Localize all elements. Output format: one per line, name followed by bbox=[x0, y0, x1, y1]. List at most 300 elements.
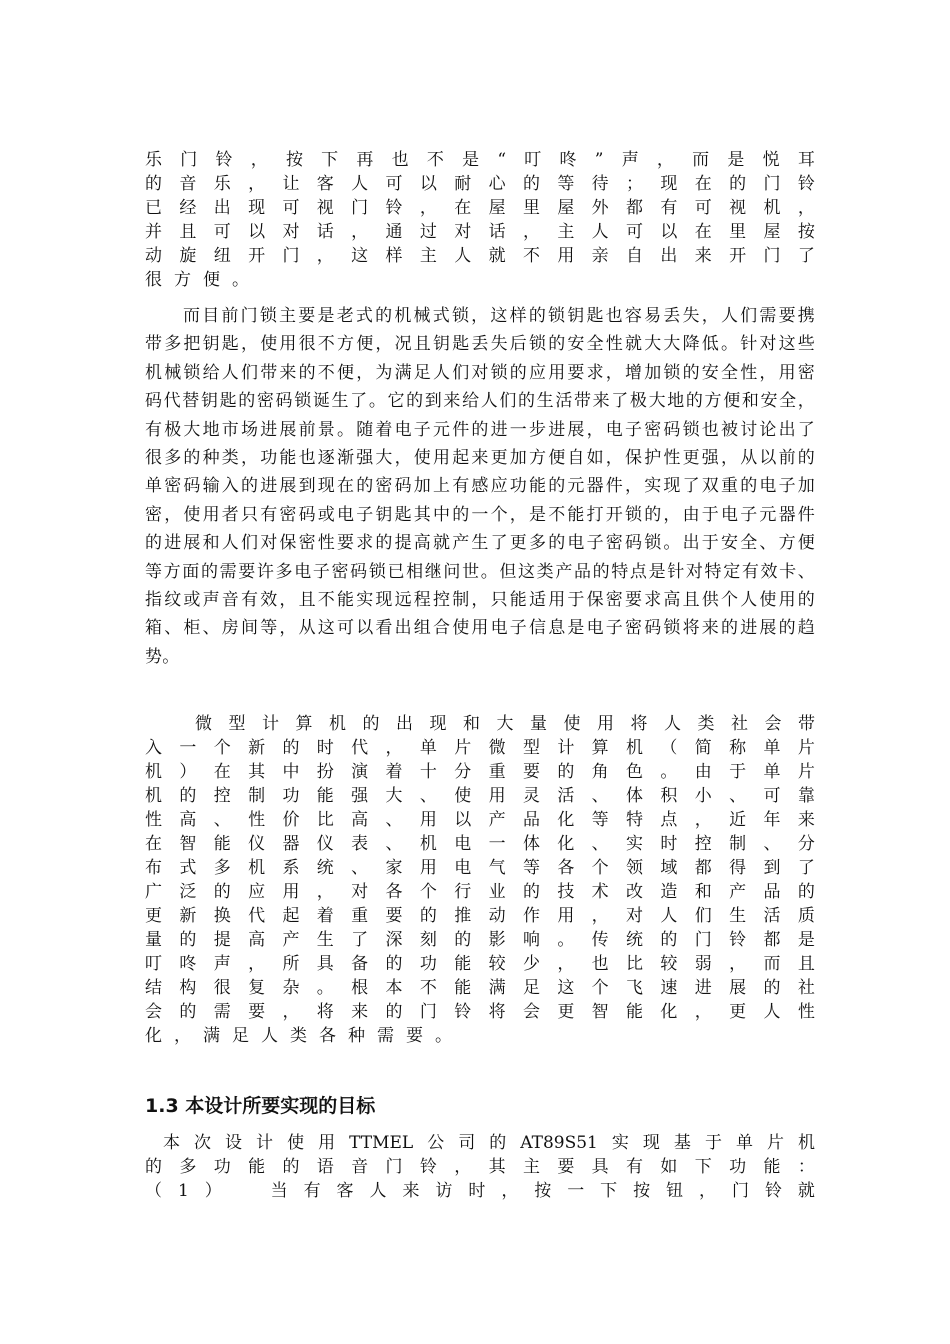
glyph: 、 bbox=[591, 786, 609, 806]
glyph: ， bbox=[501, 1181, 519, 1201]
glyph: 量 bbox=[145, 930, 162, 950]
glyph: 不 bbox=[419, 978, 437, 998]
glyph: 在 bbox=[213, 762, 231, 782]
glyph: 门 bbox=[351, 198, 369, 218]
glyph: 要 bbox=[385, 906, 403, 926]
glyph: 会 bbox=[522, 1002, 540, 1022]
glyph: 较 bbox=[488, 954, 506, 974]
glyph: 多 bbox=[179, 1157, 197, 1177]
glyph: 1 bbox=[177, 1181, 189, 1201]
text-line bbox=[145, 832, 815, 856]
glyph: 性 bbox=[797, 1002, 815, 1022]
glyph: 公 bbox=[427, 1133, 445, 1153]
glyph: 仪 bbox=[248, 834, 266, 854]
glyph: 家 bbox=[385, 858, 403, 878]
glyph: 就 bbox=[797, 1181, 815, 1201]
glyph: ， bbox=[729, 954, 747, 974]
glyph: 域 bbox=[660, 858, 678, 878]
glyph: 机 bbox=[145, 762, 162, 782]
glyph: 结 bbox=[145, 978, 162, 998]
glyph: 新 bbox=[179, 906, 197, 926]
glyph: 功 bbox=[213, 1157, 231, 1177]
glyph: 人 bbox=[591, 222, 609, 242]
glyph: 是 bbox=[727, 150, 745, 170]
paragraph-line: 很多的种类，功能也逐渐强大，使用起来更加方便自如，保护性更强，从以前的 bbox=[145, 447, 815, 468]
glyph: 计 bbox=[256, 1133, 274, 1153]
glyph: ， bbox=[316, 882, 334, 902]
glyph: （ bbox=[660, 738, 678, 758]
glyph: 。 bbox=[557, 930, 575, 950]
glyph: 积 bbox=[660, 786, 678, 806]
glyph: 所 bbox=[282, 954, 300, 974]
glyph: 满 bbox=[203, 1026, 220, 1046]
glyph: 现 bbox=[642, 1133, 660, 1153]
glyph: 可 bbox=[763, 786, 781, 806]
glyph: 扮 bbox=[316, 762, 334, 782]
glyph: 实 bbox=[626, 834, 644, 854]
glyph: 量 bbox=[530, 714, 547, 734]
glyph: 来 bbox=[797, 810, 815, 830]
glyph: 中 bbox=[282, 762, 300, 782]
glyph: 个 bbox=[591, 978, 609, 998]
glyph: 计 bbox=[557, 738, 575, 758]
glyph: 用 bbox=[597, 714, 614, 734]
glyph: 的 bbox=[282, 738, 300, 758]
glyph: 分 bbox=[797, 834, 815, 854]
glyph: 控 bbox=[213, 786, 231, 806]
glyph: 人 bbox=[763, 1002, 781, 1022]
glyph: 构 bbox=[179, 978, 197, 998]
text-line bbox=[145, 220, 815, 244]
glyph: 有 bbox=[303, 1181, 321, 1201]
glyph: 叮 bbox=[524, 150, 542, 170]
glyph: 到 bbox=[763, 858, 781, 878]
glyph: 靠 bbox=[797, 786, 815, 806]
glyph: 门 bbox=[763, 174, 781, 194]
glyph: 性 bbox=[248, 810, 266, 830]
glyph: 片 bbox=[797, 762, 815, 782]
glyph: 需 bbox=[377, 1026, 394, 1046]
glyph: 多 bbox=[213, 858, 231, 878]
glyph: 要 bbox=[522, 762, 540, 782]
glyph: 高 bbox=[248, 930, 266, 950]
glyph: 访 bbox=[435, 1181, 453, 1201]
glyph: 品 bbox=[763, 882, 781, 902]
glyph bbox=[238, 1179, 255, 1203]
glyph: 的 bbox=[763, 978, 781, 998]
glyph: 角 bbox=[591, 762, 609, 782]
glyph: 咚 bbox=[559, 150, 577, 170]
glyph: 会 bbox=[145, 1002, 162, 1022]
glyph: 主 bbox=[522, 1157, 540, 1177]
glyph: ， bbox=[522, 222, 540, 242]
glyph: 基 bbox=[673, 1133, 691, 1153]
glyph: 铃 bbox=[797, 174, 815, 194]
glyph: 算 bbox=[591, 738, 609, 758]
glyph: 乐 bbox=[145, 150, 162, 170]
glyph: 、 bbox=[385, 834, 403, 854]
glyph: ） bbox=[204, 1181, 222, 1201]
glyph: 演 bbox=[351, 762, 369, 782]
glyph: 功 bbox=[729, 1157, 747, 1177]
glyph: 计 bbox=[262, 714, 279, 734]
lock-paragraph bbox=[145, 302, 815, 671]
glyph: ， bbox=[351, 222, 369, 242]
glyph: 来 bbox=[402, 1181, 420, 1201]
glyph: 铃 bbox=[729, 930, 747, 950]
glyph: 现 bbox=[429, 714, 447, 734]
glyph: 话 bbox=[488, 222, 506, 242]
glyph: 各 bbox=[385, 882, 403, 902]
text-line bbox=[145, 952, 815, 976]
glyph: 将 bbox=[488, 1002, 506, 1022]
glyph: “ bbox=[497, 150, 507, 170]
glyph: 以 bbox=[248, 222, 266, 242]
glyph: 类 bbox=[290, 1026, 307, 1046]
glyph: 类 bbox=[697, 714, 715, 734]
glyph: 的 bbox=[489, 1133, 507, 1153]
text-line bbox=[145, 172, 815, 196]
glyph: 能 bbox=[213, 834, 231, 854]
glyph: 化 bbox=[145, 1026, 162, 1046]
glyph: 音 bbox=[351, 1157, 369, 1177]
glyph: 使 bbox=[563, 714, 581, 734]
glyph: 的 bbox=[145, 1157, 162, 1177]
glyph: 耳 bbox=[797, 150, 815, 170]
glyph: 音 bbox=[179, 174, 197, 194]
glyph: 电 bbox=[454, 858, 472, 878]
glyph: 对 bbox=[351, 882, 369, 902]
glyph: 各 bbox=[557, 858, 575, 878]
glyph: 代 bbox=[351, 738, 369, 758]
text-line bbox=[145, 1155, 815, 1179]
glyph: 新 bbox=[248, 738, 266, 758]
glyph: 功 bbox=[419, 954, 437, 974]
glyph: 机 bbox=[419, 834, 437, 854]
glyph: 更 bbox=[145, 906, 162, 926]
glyph: 深 bbox=[385, 930, 403, 950]
glyph: ， bbox=[174, 1026, 191, 1046]
glyph: 现 bbox=[660, 174, 678, 194]
glyph: 仪 bbox=[316, 834, 334, 854]
glyph: 等 bbox=[557, 174, 575, 194]
glyph: 用 bbox=[557, 906, 575, 926]
glyph: 来 bbox=[694, 246, 712, 266]
glyph: 足 bbox=[522, 978, 540, 998]
glyph: 了 bbox=[351, 930, 369, 950]
glyph: 强 bbox=[351, 786, 369, 806]
glyph: 体 bbox=[626, 786, 644, 806]
glyph: 经 bbox=[179, 198, 197, 218]
glyph: 可 bbox=[213, 222, 231, 242]
glyph: 且 bbox=[797, 954, 815, 974]
glyph: 体 bbox=[522, 834, 540, 854]
glyph: 满 bbox=[488, 978, 506, 998]
glyph: 不 bbox=[522, 246, 540, 266]
glyph: 根 bbox=[351, 978, 369, 998]
glyph: ， bbox=[248, 174, 266, 194]
glyph: 统 bbox=[626, 930, 644, 950]
glyph: 等 bbox=[591, 810, 609, 830]
glyph: 算 bbox=[295, 714, 313, 734]
glyph: 较 bbox=[660, 954, 678, 974]
glyph: ） bbox=[179, 762, 197, 782]
glyph: 可 bbox=[385, 174, 403, 194]
glyph: 响 bbox=[522, 930, 540, 950]
glyph: 机 bbox=[763, 198, 781, 218]
glyph: 起 bbox=[282, 906, 300, 926]
glyph: ， bbox=[694, 1002, 712, 1022]
glyph: 提 bbox=[213, 930, 231, 950]
glyph: 的 bbox=[179, 930, 197, 950]
glyph: 点 bbox=[660, 810, 678, 830]
glyph: 屋 bbox=[557, 198, 575, 218]
glyph: 有 bbox=[660, 198, 678, 218]
glyph: 机 bbox=[145, 786, 162, 806]
text-line bbox=[145, 1024, 815, 1048]
glyph: 要 bbox=[248, 1002, 266, 1022]
glyph: 大 bbox=[496, 714, 514, 734]
glyph: 不 bbox=[426, 150, 444, 170]
glyph: 重 bbox=[351, 906, 369, 926]
paragraph-line: 箱、柜、房间等，从这可以看出组合使用电子信息是电子密码锁将来的进展的趋 bbox=[145, 618, 815, 639]
glyph: 在 bbox=[145, 834, 162, 854]
glyph: 本 bbox=[385, 978, 403, 998]
glyph: ， bbox=[282, 1002, 300, 1022]
glyph: 和 bbox=[694, 882, 712, 902]
glyph: 飞 bbox=[626, 978, 644, 998]
text-line bbox=[145, 904, 815, 928]
glyph: 通 bbox=[385, 222, 403, 242]
glyph: 亲 bbox=[591, 246, 609, 266]
glyph: 电 bbox=[454, 834, 472, 854]
glyph: 由 bbox=[694, 762, 712, 782]
glyph: 很 bbox=[213, 978, 231, 998]
glyph: 人 bbox=[351, 174, 369, 194]
glyph: 、 bbox=[591, 834, 609, 854]
glyph: 色 bbox=[626, 762, 644, 782]
glyph: 的 bbox=[522, 882, 540, 902]
glyph: 少 bbox=[522, 954, 540, 974]
glyph: 客 bbox=[316, 174, 334, 194]
glyph: 化 bbox=[557, 810, 575, 830]
text-line bbox=[145, 1131, 815, 1155]
text-line bbox=[145, 268, 815, 292]
glyph: 、 bbox=[763, 834, 781, 854]
microcomputer-spaced-paragraph bbox=[145, 712, 815, 1048]
text-line bbox=[145, 784, 815, 808]
glyph: 传 bbox=[591, 930, 609, 950]
glyph: 的 bbox=[797, 882, 815, 902]
glyph: 次 bbox=[194, 1133, 212, 1153]
glyph: 人 bbox=[660, 906, 678, 926]
glyph: 出 bbox=[396, 714, 413, 734]
glyph: 的 bbox=[213, 882, 231, 902]
glyph: 泛 bbox=[179, 882, 197, 902]
glyph: 而 bbox=[763, 954, 781, 974]
glyph: 就 bbox=[488, 246, 506, 266]
glyph: 也 bbox=[391, 150, 409, 170]
glyph: 一 bbox=[567, 1181, 585, 1201]
glyph: 也 bbox=[591, 954, 609, 974]
glyph: 需 bbox=[213, 1002, 231, 1022]
text-line bbox=[145, 1000, 815, 1024]
glyph: 而 bbox=[692, 150, 710, 170]
glyph: 人 bbox=[454, 246, 472, 266]
glyph: 技 bbox=[557, 882, 575, 902]
glyph: 有 bbox=[626, 1157, 644, 1177]
glyph: 化 bbox=[660, 1002, 678, 1022]
section-heading: 1.3 本设计所要实现的目标 bbox=[145, 1095, 376, 1117]
glyph: 话 bbox=[316, 222, 334, 242]
glyph: ， bbox=[454, 1157, 472, 1177]
glyph: 单 bbox=[763, 738, 781, 758]
glyph: 系 bbox=[282, 858, 300, 878]
glyph: 铃 bbox=[419, 1157, 437, 1177]
glyph: 和 bbox=[463, 714, 480, 734]
glyph: 这 bbox=[557, 978, 575, 998]
glyph: 能 bbox=[248, 1157, 266, 1177]
glyph: 式 bbox=[179, 858, 197, 878]
glyph: 的 bbox=[729, 174, 747, 194]
glyph: 业 bbox=[488, 882, 506, 902]
glyph: 备 bbox=[351, 954, 369, 974]
glyph: 推 bbox=[454, 906, 472, 926]
glyph: 了 bbox=[797, 246, 815, 266]
glyph: ， bbox=[557, 954, 575, 974]
glyph: ， bbox=[591, 906, 609, 926]
glyph: 、 bbox=[419, 786, 437, 806]
glyph: 过 bbox=[419, 222, 437, 242]
glyph: 视 bbox=[729, 198, 747, 218]
glyph: 能 bbox=[763, 1157, 781, 1177]
glyph: 按 bbox=[534, 1181, 552, 1201]
glyph: 比 bbox=[626, 954, 644, 974]
glyph: 灵 bbox=[522, 786, 540, 806]
text-line bbox=[145, 760, 815, 784]
glyph: 视 bbox=[316, 198, 334, 218]
glyph: 生 bbox=[729, 906, 747, 926]
glyph: 了 bbox=[797, 858, 815, 878]
glyph: 影 bbox=[488, 930, 506, 950]
glyph: 司 bbox=[458, 1133, 476, 1153]
glyph: 简 bbox=[694, 738, 712, 758]
glyph: 下 bbox=[600, 1181, 618, 1201]
glyph: 可 bbox=[626, 222, 644, 242]
glyph: 作 bbox=[522, 906, 540, 926]
glyph: 的 bbox=[145, 174, 162, 194]
glyph: 改 bbox=[626, 882, 644, 902]
glyph: ， bbox=[250, 150, 268, 170]
glyph: 重 bbox=[488, 762, 506, 782]
glyph: 。 bbox=[660, 762, 678, 782]
glyph: ” bbox=[594, 150, 604, 170]
glyph: ， bbox=[316, 246, 334, 266]
glyph: 化 bbox=[557, 834, 575, 854]
glyph: 广 bbox=[145, 882, 162, 902]
glyph: 对 bbox=[282, 222, 300, 242]
glyph: 气 bbox=[488, 858, 506, 878]
glyph: 声 bbox=[621, 150, 639, 170]
glyph: ； bbox=[626, 174, 644, 194]
glyph: 再 bbox=[356, 150, 374, 170]
glyph: 开 bbox=[248, 246, 266, 266]
glyph: 、 bbox=[213, 810, 231, 830]
glyph: 活 bbox=[557, 786, 575, 806]
glyph: 十 bbox=[419, 762, 437, 782]
glyph: 都 bbox=[694, 858, 712, 878]
text-line bbox=[145, 808, 815, 832]
glyph: 、 bbox=[729, 786, 747, 806]
glyph: 按 bbox=[633, 1181, 651, 1201]
glyph: 旋 bbox=[179, 246, 197, 266]
glyph: 着 bbox=[316, 906, 334, 926]
glyph: 动 bbox=[145, 246, 162, 266]
glyph: TTMEL bbox=[349, 1133, 414, 1153]
glyph: 小 bbox=[694, 786, 712, 806]
glyph: 动 bbox=[488, 906, 506, 926]
glyph: 智 bbox=[591, 1002, 609, 1022]
glyph: 弱 bbox=[694, 954, 712, 974]
glyph: ， bbox=[419, 198, 437, 218]
glyph: 型 bbox=[522, 738, 540, 758]
glyph: 布 bbox=[145, 858, 162, 878]
text-line bbox=[145, 928, 815, 952]
glyph: 得 bbox=[729, 858, 747, 878]
glyph: 要 bbox=[406, 1026, 423, 1046]
glyph: 对 bbox=[454, 222, 472, 242]
glyph: 很 bbox=[145, 270, 162, 290]
glyph: 是 bbox=[462, 150, 480, 170]
glyph: 门 bbox=[385, 1157, 403, 1177]
glyph: 应 bbox=[248, 882, 266, 902]
glyph: 刻 bbox=[419, 930, 437, 950]
glyph: 单 bbox=[419, 738, 437, 758]
glyph: 的 bbox=[454, 930, 472, 950]
glyph: 将 bbox=[316, 1002, 334, 1022]
paragraph-line: 势。 bbox=[145, 646, 180, 667]
glyph: 速 bbox=[660, 978, 678, 998]
glyph: 铃 bbox=[454, 1002, 472, 1022]
glyph: 时 bbox=[660, 834, 678, 854]
glyph: 当 bbox=[270, 1181, 288, 1201]
glyph: 表 bbox=[351, 834, 369, 854]
glyph: 个 bbox=[419, 882, 437, 902]
text-line bbox=[145, 712, 815, 736]
text-line bbox=[145, 880, 815, 904]
glyph: 铃 bbox=[215, 150, 233, 170]
text-line bbox=[145, 196, 815, 220]
glyph: 比 bbox=[316, 810, 334, 830]
glyph: 现 bbox=[248, 198, 266, 218]
text-line bbox=[145, 976, 815, 1000]
text-line bbox=[145, 244, 815, 268]
glyph: 并 bbox=[145, 222, 162, 242]
glyph: 都 bbox=[626, 198, 644, 218]
glyph: 领 bbox=[626, 858, 644, 878]
glyph: 屋 bbox=[488, 198, 506, 218]
glyph: 让 bbox=[282, 174, 300, 194]
paragraph-line: 指纹或声音有效，且不能实现远程控制，只能适用于保密要求高且供个人使用的 bbox=[145, 589, 815, 610]
glyph: 的 bbox=[362, 714, 380, 734]
glyph: AT89S51 bbox=[520, 1133, 598, 1153]
glyph: 个 bbox=[591, 858, 609, 878]
glyph: 主 bbox=[557, 222, 575, 242]
glyph: 产 bbox=[488, 810, 506, 830]
glyph: 声 bbox=[213, 954, 231, 974]
glyph: 功 bbox=[282, 786, 300, 806]
glyph: 足 bbox=[232, 1026, 249, 1046]
